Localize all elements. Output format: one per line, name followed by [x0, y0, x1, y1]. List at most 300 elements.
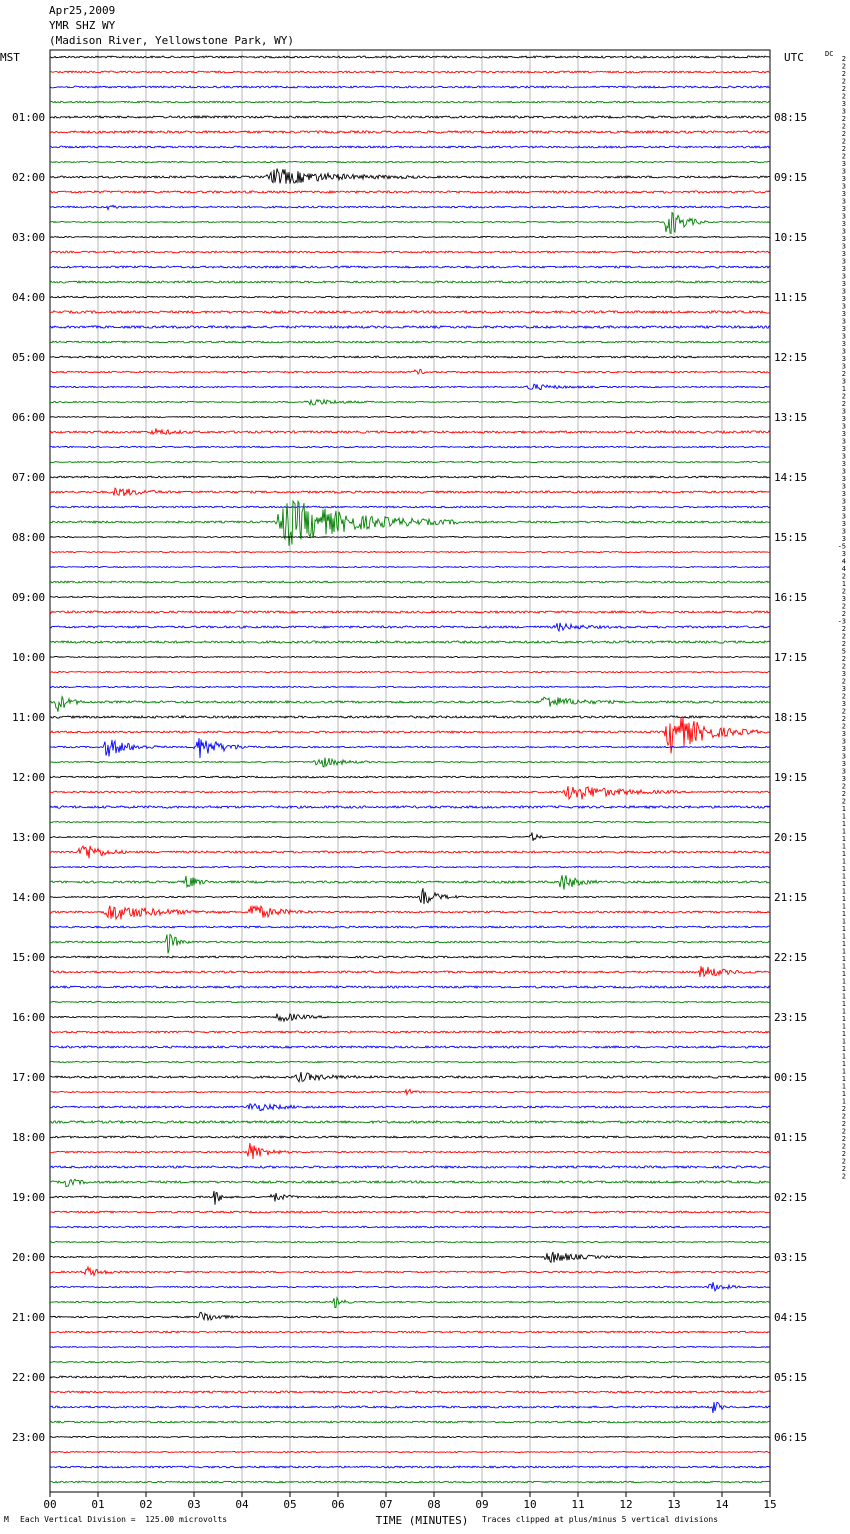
dc-offset-value: 3 [841, 430, 846, 438]
trace-line [50, 875, 770, 890]
dc-offset-value: 2 [841, 1150, 846, 1158]
dc-offset-value: 3 [841, 167, 846, 176]
dc-offset-value: 3 [841, 340, 846, 348]
utc-hour-label: 16:15 [774, 591, 808, 604]
trace-line [50, 236, 770, 237]
scale-note: Each Vertical Division = 125.00 microvolts [20, 1515, 228, 1524]
dc-offset-value: 4 [841, 557, 846, 566]
trace-line [50, 738, 770, 758]
dc-offset-value: 2 [841, 715, 846, 723]
dc-offset-value: 1 [841, 1082, 846, 1091]
mst-hour-label: 11:00 [12, 711, 46, 724]
trace-line [50, 1421, 770, 1423]
trace-line [50, 101, 770, 103]
dc-offset-value: 3 [841, 752, 846, 761]
dc-offset-value: 2 [841, 1165, 846, 1173]
dc-offset-value: 2 [841, 782, 846, 791]
dc-offset-value: 1 [841, 1037, 846, 1046]
dc-offset-value: 1 [841, 880, 846, 888]
utc-hour-label: 09:15 [774, 171, 808, 184]
mst-hour-label: 15:00 [12, 951, 46, 964]
trace-line [50, 213, 770, 234]
dc-offset-value: 2 [841, 137, 846, 146]
trace-line [50, 1376, 770, 1378]
dc-offset-value: 3 [841, 272, 846, 281]
trace-line [50, 341, 770, 343]
dc-offset-value: 1 [841, 850, 846, 858]
mst-hour-label: 09:00 [12, 591, 46, 604]
trace-line [50, 641, 770, 643]
dc-offset-value: 3 [841, 467, 846, 476]
dc-offset-value: 3 [841, 520, 846, 528]
trace-line [50, 1391, 770, 1393]
dc-offset-value: 3 [841, 265, 846, 273]
trace-line [50, 281, 770, 283]
dc-offset-value: 1 [841, 827, 846, 836]
clip-note: Traces clipped at plus/minus 5 vertical divisions [482, 1515, 719, 1524]
dc-offset-value: 3 [841, 332, 846, 341]
trace-line [50, 1166, 770, 1168]
dc-offset-column [838, 55, 846, 1181]
dc-offset-value: 1 [841, 985, 846, 993]
mst-hour-label: 22:00 [12, 1371, 46, 1384]
dc-offset-value: 3 [841, 235, 846, 243]
utc-hour-label: 01:15 [774, 1131, 808, 1144]
dc-offset-value: 2 [841, 1105, 846, 1113]
dc-offset-value: 3 [841, 295, 846, 303]
dc-offset-value: 3 [841, 512, 846, 521]
trace-line [50, 56, 770, 58]
trace-line [50, 1267, 770, 1276]
dc-offset-value: 1 [841, 1090, 846, 1098]
dc-offset-value: 3 [841, 190, 846, 198]
dc-offset-value: 3 [841, 527, 846, 536]
utc-hour-label: 12:15 [774, 351, 808, 364]
dc-offset-value: 1 [841, 902, 846, 911]
trace-line [50, 1179, 770, 1186]
utc-hour-label: 23:15 [774, 1011, 808, 1024]
trace-line [50, 806, 770, 808]
trace-line [50, 161, 770, 162]
seismic-traces [50, 56, 770, 1483]
mst-hour-label: 21:00 [12, 1311, 46, 1324]
footer-marker: M [4, 1515, 9, 1524]
dc-offset-value: 3 [841, 107, 846, 116]
dc-offset-value: 2 [841, 130, 846, 138]
trace-line [50, 296, 770, 298]
dc-offset-value: 2 [841, 640, 846, 648]
dc-offset-value: -5 [837, 542, 846, 551]
dc-offset-value: 2 [841, 392, 846, 401]
dc-offset-value: 1 [841, 992, 846, 1001]
trace-line [50, 1031, 770, 1033]
x-tick-label: 11 [571, 1498, 585, 1511]
dc-offset-value: 2 [841, 1135, 846, 1143]
trace-line [50, 266, 770, 268]
trace-line [50, 429, 770, 435]
x-axis-ticks [43, 1492, 776, 1511]
dc-offset-value: 1 [841, 857, 846, 866]
dc-offset-value: 3 [841, 175, 846, 183]
dc-offset-value: 1 [841, 1022, 846, 1031]
right-timezone-label: UTC [784, 51, 804, 64]
dc-offset-value: -3 [837, 617, 846, 626]
dc-offset-value: 3 [841, 685, 846, 693]
trace-line [50, 1312, 770, 1320]
dc-offset-value: 2 [841, 145, 846, 153]
dc-offset-value: 1 [841, 977, 846, 986]
dc-offset-value: 3 [841, 100, 846, 108]
dc-offset-value: 3 [841, 257, 846, 266]
mst-hour-label: 16:00 [12, 1011, 46, 1024]
dc-offset-value: 3 [841, 280, 846, 288]
dc-offset-value: 1 [841, 812, 846, 821]
trace-line [50, 71, 770, 73]
trace-line [50, 1001, 770, 1002]
dc-offset-value: 2 [841, 77, 846, 86]
trace-line [50, 446, 770, 447]
x-tick-label: 00 [43, 1498, 57, 1511]
dc-offset-value: 2 [841, 707, 846, 716]
dc-offset-value: 3 [841, 505, 846, 513]
dc-offset-value: 1 [841, 835, 846, 843]
mst-hour-label: 01:00 [12, 111, 46, 124]
utc-hour-label: 17:15 [774, 651, 808, 664]
dc-offset-value: 3 [841, 535, 846, 543]
trace-line [50, 956, 770, 958]
dc-offset-value: 1 [841, 910, 846, 918]
dc-offset-value: 3 [841, 437, 846, 446]
trace-line [50, 833, 770, 841]
dc-offset-value: 1 [841, 1060, 846, 1068]
trace-line [50, 686, 770, 687]
dc-offset-value: 2 [841, 610, 846, 618]
dc-offset-value: 3 [841, 595, 846, 603]
utc-hour-label: 11:15 [774, 291, 808, 304]
trace-line [50, 356, 770, 358]
dc-offset-value: 3 [841, 767, 846, 776]
trace-line [50, 966, 770, 977]
dc-offset-value: 3 [841, 775, 846, 783]
utc-hour-label: 19:15 [774, 771, 808, 784]
mst-hour-label: 19:00 [12, 1191, 46, 1204]
trace-line [50, 934, 770, 953]
dc-offset-value: 1 [841, 887, 846, 896]
mst-hour-label: 07:00 [12, 471, 46, 484]
dc-offset-value: 1 [841, 940, 846, 948]
trace-line [50, 697, 770, 712]
utc-hour-label: 02:15 [774, 1191, 808, 1204]
trace-line [50, 623, 770, 631]
trace-line [50, 1481, 770, 1483]
dc-offset-value: 2 [841, 1127, 846, 1136]
trace-line [50, 536, 770, 537]
dc-offset-value: 1 [841, 895, 846, 903]
mst-hour-label: 03:00 [12, 231, 46, 244]
dc-offset-value: 2 [841, 602, 846, 611]
left-timezone-label: MST [0, 51, 20, 64]
x-tick-label: 15 [763, 1498, 777, 1511]
dc-offset-value: 4 [841, 565, 846, 573]
trace-line [50, 758, 770, 767]
trace-line [50, 1089, 770, 1094]
trace-line [50, 251, 770, 253]
trace-line [50, 1252, 770, 1262]
dc-offset-value: 2 [841, 632, 846, 641]
trace-line [50, 821, 770, 822]
utc-hour-label: 15:15 [774, 531, 808, 544]
trace-line [50, 1061, 770, 1062]
trace-line [50, 131, 770, 133]
dc-offset-value: 3 [841, 355, 846, 363]
trace-line [50, 986, 770, 988]
trace-line [50, 906, 770, 920]
mst-hour-label: 12:00 [12, 771, 46, 784]
trace-line [50, 926, 770, 928]
trace-line [50, 717, 770, 754]
dc-offset-value: 3 [841, 227, 846, 236]
trace-line [50, 671, 770, 672]
dc-offset-value: 3 [841, 475, 846, 483]
chart-date: Apr25,2009 [49, 4, 116, 17]
dc-offset-value: 1 [841, 1000, 846, 1008]
x-tick-label: 08 [427, 1498, 441, 1511]
utc-hour-label: 05:15 [774, 1371, 808, 1384]
dc-offset-value: 2 [841, 797, 846, 806]
dc-offset-value: 5 [841, 647, 846, 656]
trace-line [50, 596, 770, 597]
x-tick-label: 13 [667, 1498, 681, 1511]
dc-offset-value: 1 [841, 917, 846, 926]
dc-offset-value: 2 [841, 722, 846, 731]
trace-line [50, 506, 770, 508]
dc-offset-value: 3 [841, 310, 846, 318]
dc-offset-value: 3 [841, 205, 846, 213]
trace-line [50, 369, 770, 374]
mst-hour-label: 14:00 [12, 891, 46, 904]
utc-hour-label: 03:15 [774, 1251, 808, 1264]
dc-offset-value: 2 [841, 655, 846, 663]
dc-offset-value: 3 [841, 160, 846, 168]
dc-offset-value: 1 [841, 925, 846, 933]
dc-offset-value: 3 [841, 460, 846, 468]
dc-offset-value: 3 [841, 745, 846, 753]
dc-offset-value: 2 [841, 1142, 846, 1151]
dc-offset-value: 3 [841, 497, 846, 506]
dc-offset-value: 2 [841, 70, 846, 78]
trace-line [50, 1143, 770, 1159]
trace-line [50, 866, 770, 867]
trace-line [50, 1136, 770, 1138]
x-tick-label: 01 [91, 1498, 105, 1511]
utc-hour-label: 00:15 [774, 1071, 808, 1084]
dc-offset-value: 1 [841, 1045, 846, 1053]
time-grid [50, 50, 770, 1492]
mst-hour-label: 08:00 [12, 531, 46, 544]
x-tick-label: 14 [715, 1498, 729, 1511]
mst-hour-label: 06:00 [12, 411, 46, 424]
trace-line [50, 311, 770, 313]
dc-offset-value: 2 [841, 1157, 846, 1166]
dc-offset-value: 1 [841, 820, 846, 828]
trace-line [50, 611, 770, 613]
dc-offset-value: 3 [841, 550, 846, 558]
x-tick-label: 04 [235, 1498, 249, 1511]
dc-offset-value: 1 [841, 955, 846, 963]
trace-line [50, 1104, 770, 1111]
x-tick-label: 12 [619, 1498, 633, 1511]
dc-offset-value: 2 [841, 152, 846, 161]
dc-offset-value: 2 [841, 115, 846, 123]
trace-line [50, 488, 770, 496]
trace-line [50, 326, 770, 328]
trace-line [50, 888, 770, 904]
trace-line [50, 776, 770, 778]
dc-offset-value: 1 [841, 932, 846, 941]
utc-hour-label: 13:15 [774, 411, 808, 424]
chart-station: YMR SHZ WY [49, 19, 116, 32]
trace-line [50, 461, 770, 462]
trace-line [50, 566, 770, 567]
x-tick-label: 06 [331, 1498, 345, 1511]
dc-offset-value: 1 [841, 872, 846, 881]
mst-hour-label: 13:00 [12, 831, 46, 844]
trace-line [50, 1402, 770, 1413]
dc-offset-value: 2 [841, 790, 846, 798]
trace-line [50, 846, 770, 858]
trace-line [50, 716, 770, 718]
dc-offset-value: 3 [841, 700, 846, 708]
trace-line [50, 581, 770, 583]
trace-line [50, 1211, 770, 1213]
dc-offset-value: 2 [841, 400, 846, 408]
mst-hour-label: 04:00 [12, 291, 46, 304]
dc-offset-value: 3 [841, 182, 846, 191]
trace-line [50, 1466, 770, 1468]
utc-hour-label: 14:15 [774, 471, 808, 484]
x-tick-label: 09 [475, 1498, 489, 1511]
plot-frame [50, 50, 770, 1492]
trace-line [50, 1191, 770, 1205]
dc-offset-value: 1 [841, 805, 846, 813]
dc-offset-value: 2 [841, 1172, 846, 1181]
dc-label: DC [825, 50, 834, 58]
dc-offset-value: 2 [841, 85, 846, 93]
dc-offset-value: 1 [841, 970, 846, 978]
dc-offset-value: 3 [841, 197, 846, 206]
trace-line [50, 1436, 770, 1437]
mst-hour-label: 18:00 [12, 1131, 46, 1144]
mst-hour-label: 02:00 [12, 171, 46, 184]
dc-offset-value: 2 [841, 62, 846, 71]
dc-offset-value: 3 [841, 482, 846, 491]
utc-hour-label: 06:15 [774, 1431, 808, 1444]
utc-hour-labels [774, 111, 807, 1444]
dc-offset-value: 3 [841, 490, 846, 498]
trace-line [50, 400, 770, 405]
dc-offset-value: 3 [841, 445, 846, 453]
dc-offset-value: 1 [841, 385, 846, 393]
dc-offset-value: 3 [841, 347, 846, 356]
trace-line [50, 86, 770, 88]
dc-offset-value: 3 [841, 242, 846, 251]
dc-offset-value: 2 [841, 587, 846, 596]
dc-offset-value: 2 [841, 692, 846, 701]
utc-hour-label: 18:15 [774, 711, 808, 724]
utc-hour-label: 08:15 [774, 111, 808, 124]
trace-line [50, 1121, 770, 1123]
mst-hour-label: 17:00 [12, 1071, 46, 1084]
dc-offset-value: 2 [841, 1112, 846, 1121]
trace-line [50, 1451, 770, 1452]
trace-line [50, 416, 770, 417]
dc-offset-value: 1 [841, 947, 846, 956]
dc-offset-value: 1 [841, 1052, 846, 1061]
dc-offset-value: 1 [841, 1007, 846, 1016]
dc-offset-value: 3 [841, 362, 846, 371]
dc-offset-value: 2 [841, 1120, 846, 1128]
dc-offset-value: 3 [841, 220, 846, 228]
trace-line [50, 169, 770, 184]
trace-line [50, 786, 770, 799]
dc-offset-value: 3 [841, 760, 846, 768]
utc-hour-label: 04:15 [774, 1311, 808, 1324]
dc-offset-value: 3 [841, 730, 846, 738]
dc-offset-value: 3 [841, 325, 846, 333]
dc-offset-value: 1 [841, 1067, 846, 1076]
dc-offset-value: 3 [841, 377, 846, 386]
trace-line [50, 1014, 770, 1022]
dc-offset-value: 1 [841, 842, 846, 851]
dc-offset-value: 1 [841, 962, 846, 971]
trace-line [50, 476, 770, 478]
trace-line [50, 116, 770, 118]
dc-offset-value: 3 [841, 250, 846, 258]
trace-line [50, 1361, 770, 1362]
dc-offset-value: 2 [841, 662, 846, 671]
utc-hour-label: 21:15 [774, 891, 808, 904]
dc-offset-value: 3 [841, 302, 846, 311]
mst-hour-label: 20:00 [12, 1251, 46, 1264]
dc-offset-value: 3 [841, 422, 846, 431]
trace-line [50, 656, 770, 657]
utc-hour-label: 10:15 [774, 231, 808, 244]
x-tick-label: 02 [139, 1498, 153, 1511]
x-tick-label: 10 [523, 1498, 537, 1511]
dc-offset-value: 3 [841, 737, 846, 746]
trace-line [50, 1226, 770, 1228]
dc-offset-value: 3 [841, 407, 846, 416]
trace-line [50, 1331, 770, 1333]
mst-hour-label: 05:00 [12, 351, 46, 364]
dc-offset-value: 1 [841, 1015, 846, 1023]
chart-location: (Madison River, Yellowstone Park, WY) [49, 34, 295, 47]
dc-offset-value: 2 [841, 122, 846, 131]
dc-offset-value: 2 [841, 55, 846, 63]
dc-offset-value: 1 [841, 865, 846, 873]
dc-offset-value: 3 [841, 287, 846, 296]
mst-hour-labels [12, 111, 45, 1444]
x-tick-label: 05 [283, 1498, 297, 1511]
dc-offset-value: 1 [841, 580, 846, 588]
trace-line [50, 1046, 770, 1048]
utc-hour-label: 22:15 [774, 951, 808, 964]
dc-offset-value: 2 [841, 677, 846, 686]
trace-line [50, 501, 770, 546]
dc-offset-value: 3 [841, 317, 846, 326]
dc-offset-value: 2 [841, 370, 846, 378]
dc-offset-value: 3 [841, 670, 846, 678]
